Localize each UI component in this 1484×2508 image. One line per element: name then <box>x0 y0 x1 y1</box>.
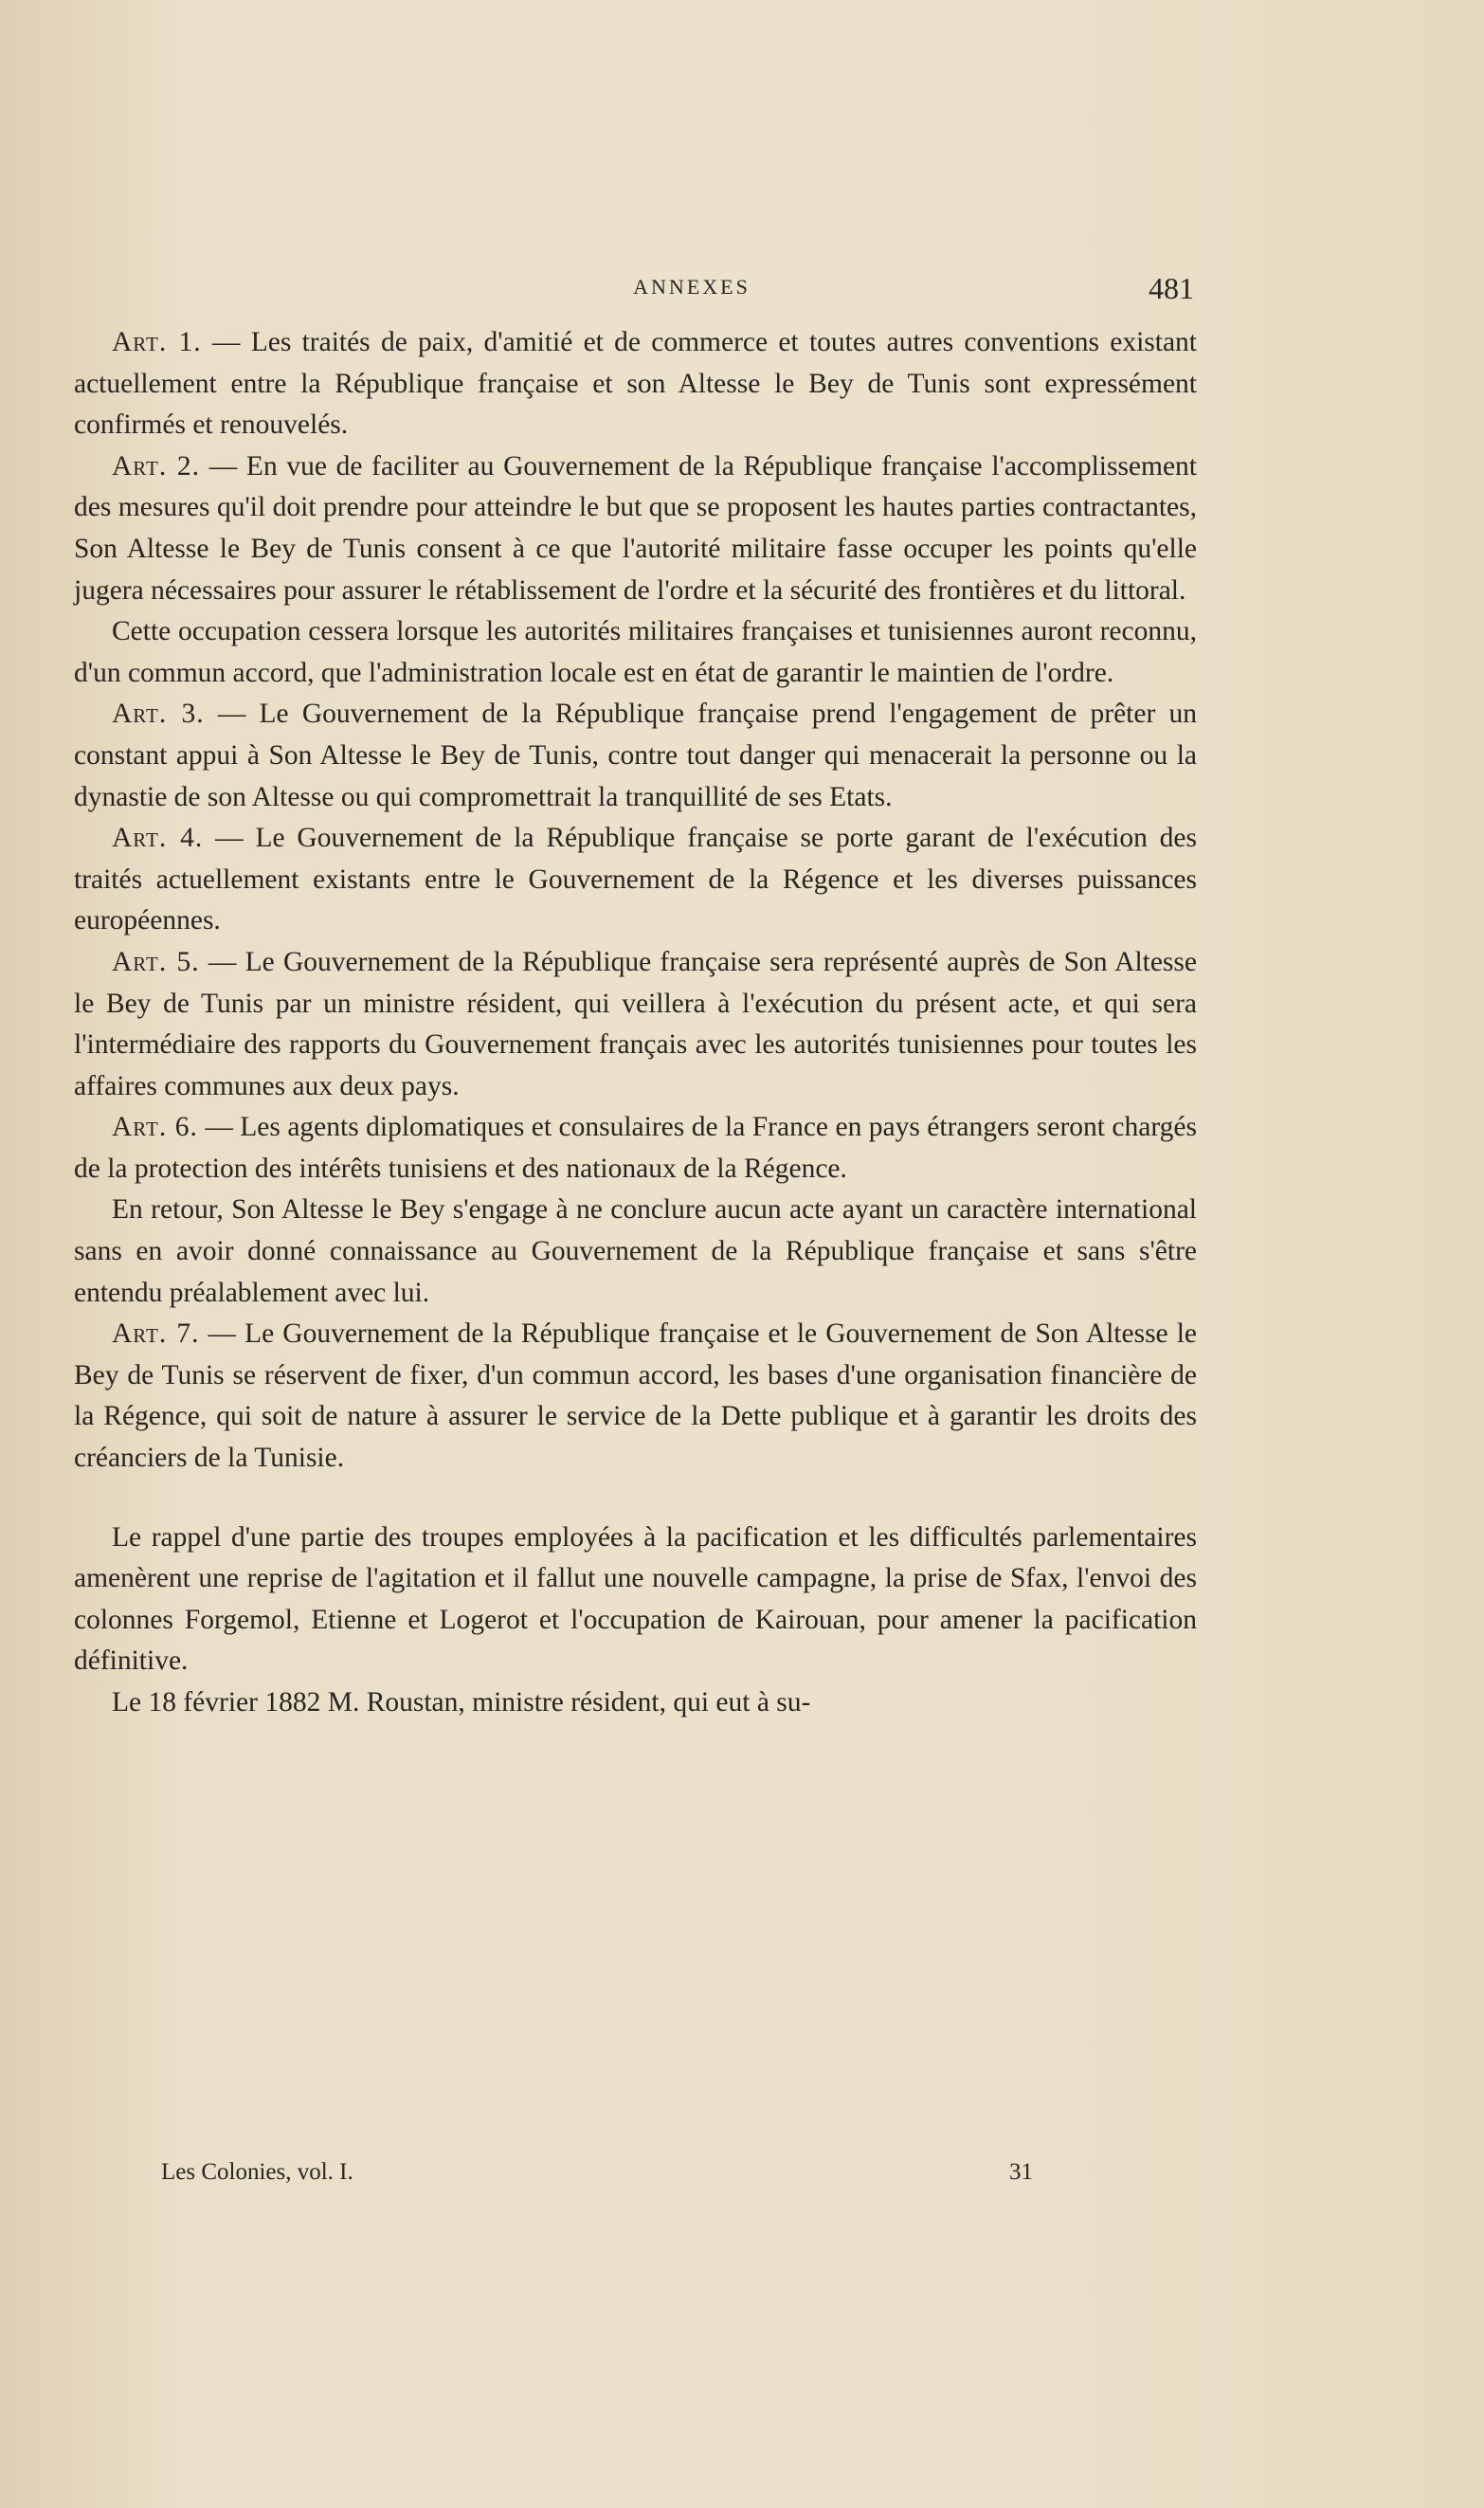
article-label: Art. 1. <box>112 327 202 357</box>
signature-mark: 31 <box>1009 2159 1033 2185</box>
article-6 <box>74 1107 1197 1190</box>
running-head: ANNEXES <box>633 275 751 299</box>
narrative-paragraph: Le rappel d'une partie des troupes employées à la pacification et les difficultés parlementaires amenèrent une reprise de l'agitation et il fallut une nouvelle campagne, la prise de Sfax, l'envoi des colonnes Forgemol, Etienne et Logerot et l'occupation de Kairouan, pour amener la pacification définitive. <box>74 1521 1197 1677</box>
article-text: En retour, Son Altesse le Bey s'engage à ne conclure aucun acte ayant un caractère international sans en avoir donné connaissance au Gouvernement de la République française et sans s'être entendu préalablement avec lui. <box>74 1194 1197 1308</box>
page-header <box>190 271 1194 309</box>
article-1 <box>74 322 1197 446</box>
article-2 <box>74 446 1197 611</box>
article-4 <box>74 818 1197 942</box>
body-text <box>74 322 1197 1724</box>
article-text: — Le Gouvernement de la République française et le Gouvernement de Son Altesse le Bey de Tunis se réservent de fixer, d'un commun accord, les bases d'une organisation financière de la Régence, qui soit de nature à assurer le service de la Dette publique et à garantir les droits des créanciers de la Tunisie. <box>74 1318 1198 1474</box>
article-5 <box>74 942 1197 1107</box>
article-text: — Le Gouvernement de la République française prend l'engagement de prêter un constant appui à Son Altesse le Bey de Tunis, contre tout danger qui menacerait la personne ou la dynastie de son Altesse ou qui compromettrait la tranquillité de ses Etats. <box>74 699 1197 812</box>
article-label: Art. 4. <box>112 823 204 854</box>
article-6-continued <box>74 1190 1197 1314</box>
page-footer <box>161 2159 1071 2191</box>
article-label: Art. 3. <box>112 699 205 730</box>
article-text: Cette occupation cessera lorsque les autorités militaires françaises et tunisiennes auront reconnu, d'un commun accord, que l'administration locale est en état de garantir le maintien de l'ordre. <box>74 616 1197 688</box>
article-text: — Le Gouvernement de la République française se porte garant de l'exécution des traités actuellement existants entre le Gouvernement de la Régence et les diverses puissances européennes. <box>74 823 1198 936</box>
article-text: — Les agents diplomatiques et consulaires de la France en pays étrangers seront chargés de la protection des intérêts tunisiens et des nationaux de la Régence. <box>74 1112 1197 1184</box>
article-2-continued <box>74 611 1197 694</box>
article-3 <box>74 694 1197 818</box>
article-text: — Les traités de paix, d'amitié et de commerce et toutes autres conventions existant actuellement entre la République française et son Altesse le Bey de Tunis sont expressément confirmés et renouvelés. <box>74 327 1197 441</box>
article-text: — En vue de faciliter au Gouvernement de la République française l'accomplissement des mesures qu'il doit prendre pour atteindre le but que se proposent les hautes parties contractantes, Son Altesse le Bey de Tunis consent à ce que l'autorité militaire fasse occuper les points qu'elle jugera nécessaires pour assurer le rétablissement de l'ordre et la sécurité des frontières et du littoral. <box>74 450 1197 606</box>
article-text: — Le Gouvernement de la République française sera représenté auprès de Son Altesse le Bey de Tunis par un ministre résident, qui veillera à l'exécution du présent acte, et qui sera l'intermédiaire des rapports du Gouvernement français avec les autorités tunisiennes pour toutes les affaires communes aux deux pays. <box>74 946 1197 1101</box>
narrative-paragraph: Le 18 février 1882 M. Roustan, ministre résident, qui eut à su- <box>112 1687 811 1717</box>
page-number: 481 <box>1149 271 1194 305</box>
article-label: Art. 6. <box>112 1112 198 1143</box>
article-label: Art. 7. <box>112 1318 200 1350</box>
article-label: Art. 2. <box>112 450 201 482</box>
article-7 <box>74 1314 1197 1479</box>
footer-source: Les Colonies, vol. I. <box>161 2159 353 2185</box>
article-label: Art. 5. <box>112 946 200 977</box>
